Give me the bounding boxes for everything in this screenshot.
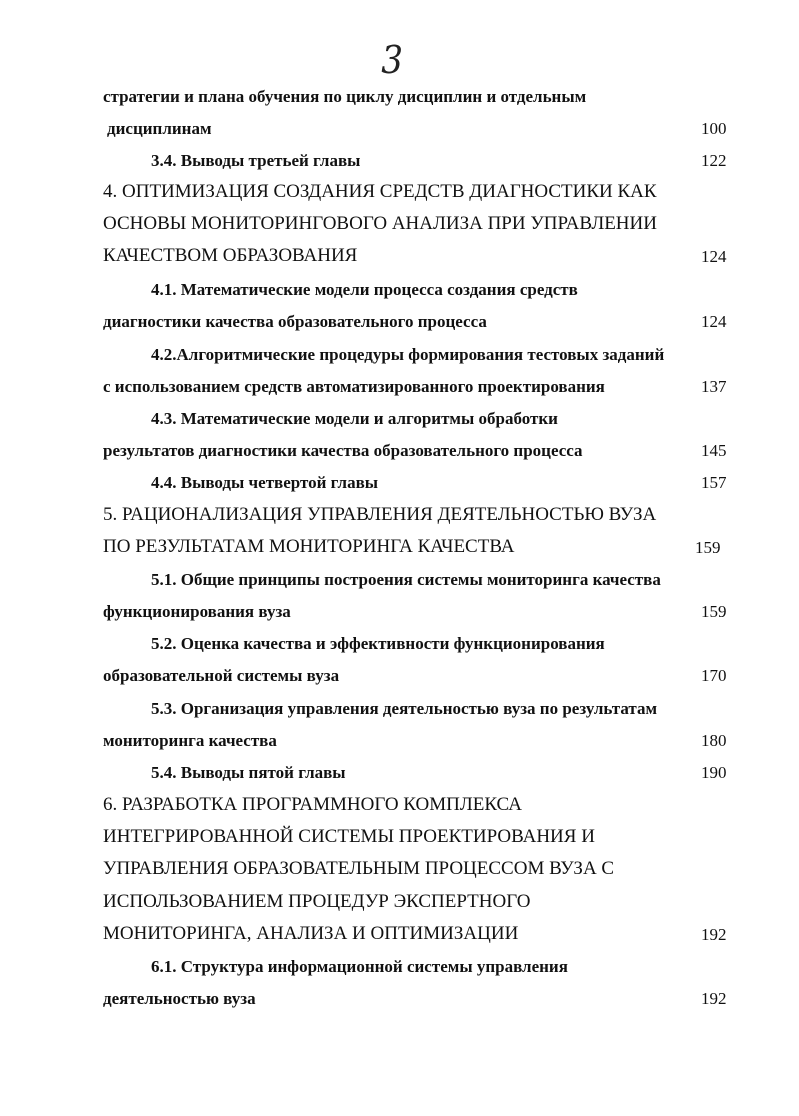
chapter-heading: 6. РАЗРАБОТКА ПРОГРАММНОГО КОМПЛЕКСА xyxy=(103,794,522,815)
toc-page-number: 100 xyxy=(701,119,727,138)
chapter-heading: ОСНОВЫ МОНИТОРИНГОВОГО АНАЛИЗА ПРИ УПРАВЛЕНИИ xyxy=(103,213,657,234)
chapter-heading: УПРАВЛЕНИЯ ОБРАЗОВАТЕЛЬНЫМ ПРОЦЕССОМ ВУЗА С xyxy=(103,858,615,879)
toc-page-number: 170 xyxy=(701,666,727,685)
toc-line: 5.3. Организация управления деятельностью вуза по результатам xyxy=(151,699,658,718)
toc-line: стратегии и плана обучения по циклу дисциплин и отдельным xyxy=(103,87,587,106)
toc-line: 6.1. Структура информационной системы управления xyxy=(151,957,568,976)
chapter-heading: ПО РЕЗУЛЬТАТАМ МОНИТОРИНГА КАЧЕСТВА xyxy=(103,536,515,557)
toc-page-number: 157 xyxy=(701,473,727,492)
chapter-heading: ИСПОЛЬЗОВАНИЕМ ПРОЦЕДУР ЭКСПЕРТНОГО xyxy=(103,891,531,912)
toc-line: 5.2. Оценка качества и эффективности функционирования xyxy=(151,634,605,653)
toc-line: результатов диагностики качества образовательного процесса xyxy=(103,441,583,460)
toc-line: с использованием средств автоматизированного проектирования xyxy=(103,377,605,396)
toc-line: 3.4. Выводы третьей главы xyxy=(151,151,361,170)
toc-page-number: 180 xyxy=(701,731,727,750)
toc-line: мониторинга качества xyxy=(103,731,277,750)
toc-page-number: 122 xyxy=(701,151,727,170)
toc-page-number: 124 xyxy=(701,247,727,266)
chapter-heading: 4. ОПТИМИЗАЦИЯ СОЗДАНИЯ СРЕДСТВ ДИАГНОСТИКИ КАК xyxy=(103,181,657,202)
toc-line: 4.1. Математические модели процесса создания средств xyxy=(151,280,578,299)
toc-line: 5.1. Общие принципы построения системы мониторинга качества xyxy=(151,570,661,589)
toc-line: образовательной системы вуза xyxy=(103,666,340,685)
chapter-heading: ИНТЕГРИРОВАННОЙ СИСТЕМЫ ПРОЕКТИРОВАНИЯ И xyxy=(103,826,595,847)
chapter-heading: МОНИТОРИНГА, АНАЛИЗА И ОПТИМИЗАЦИИ xyxy=(103,923,519,944)
toc-page-number: 159 xyxy=(701,602,727,621)
toc-line: 5.4. Выводы пятой главы xyxy=(151,763,346,782)
toc-line: функционирования вуза xyxy=(103,602,291,621)
toc-page-number: 192 xyxy=(701,989,727,1008)
toc-line: 4.3. Математические модели и алгоритмы обработки xyxy=(151,409,558,428)
toc-page-number: 137 xyxy=(701,377,727,396)
toc-line: дисциплинам xyxy=(107,119,212,138)
toc-page-number: 192 xyxy=(701,925,727,944)
toc-page-number: 145 xyxy=(701,441,727,460)
toc-line: деятельностью вуза xyxy=(103,989,256,1008)
toc-page-number: 124 xyxy=(701,312,727,331)
toc-line: диагностики качества образовательного процесса xyxy=(103,312,487,331)
toc-page-number: 190 xyxy=(701,763,727,782)
page-number: 3 xyxy=(381,38,403,82)
toc-line: 4.4. Выводы четвертой главы xyxy=(151,473,379,492)
toc-line: 4.2.Алгоритмические процедуры формирования тестовых заданий xyxy=(151,345,665,364)
chapter-heading: 5. РАЦИОНАЛИЗАЦИЯ УПРАВЛЕНИЯ ДЕЯТЕЛЬНОСТЬЮ ВУЗА xyxy=(103,504,657,525)
toc-page-number: 159 xyxy=(695,538,721,557)
chapter-heading: КАЧЕСТВОМ ОБРАЗОВАНИЯ xyxy=(103,245,358,266)
